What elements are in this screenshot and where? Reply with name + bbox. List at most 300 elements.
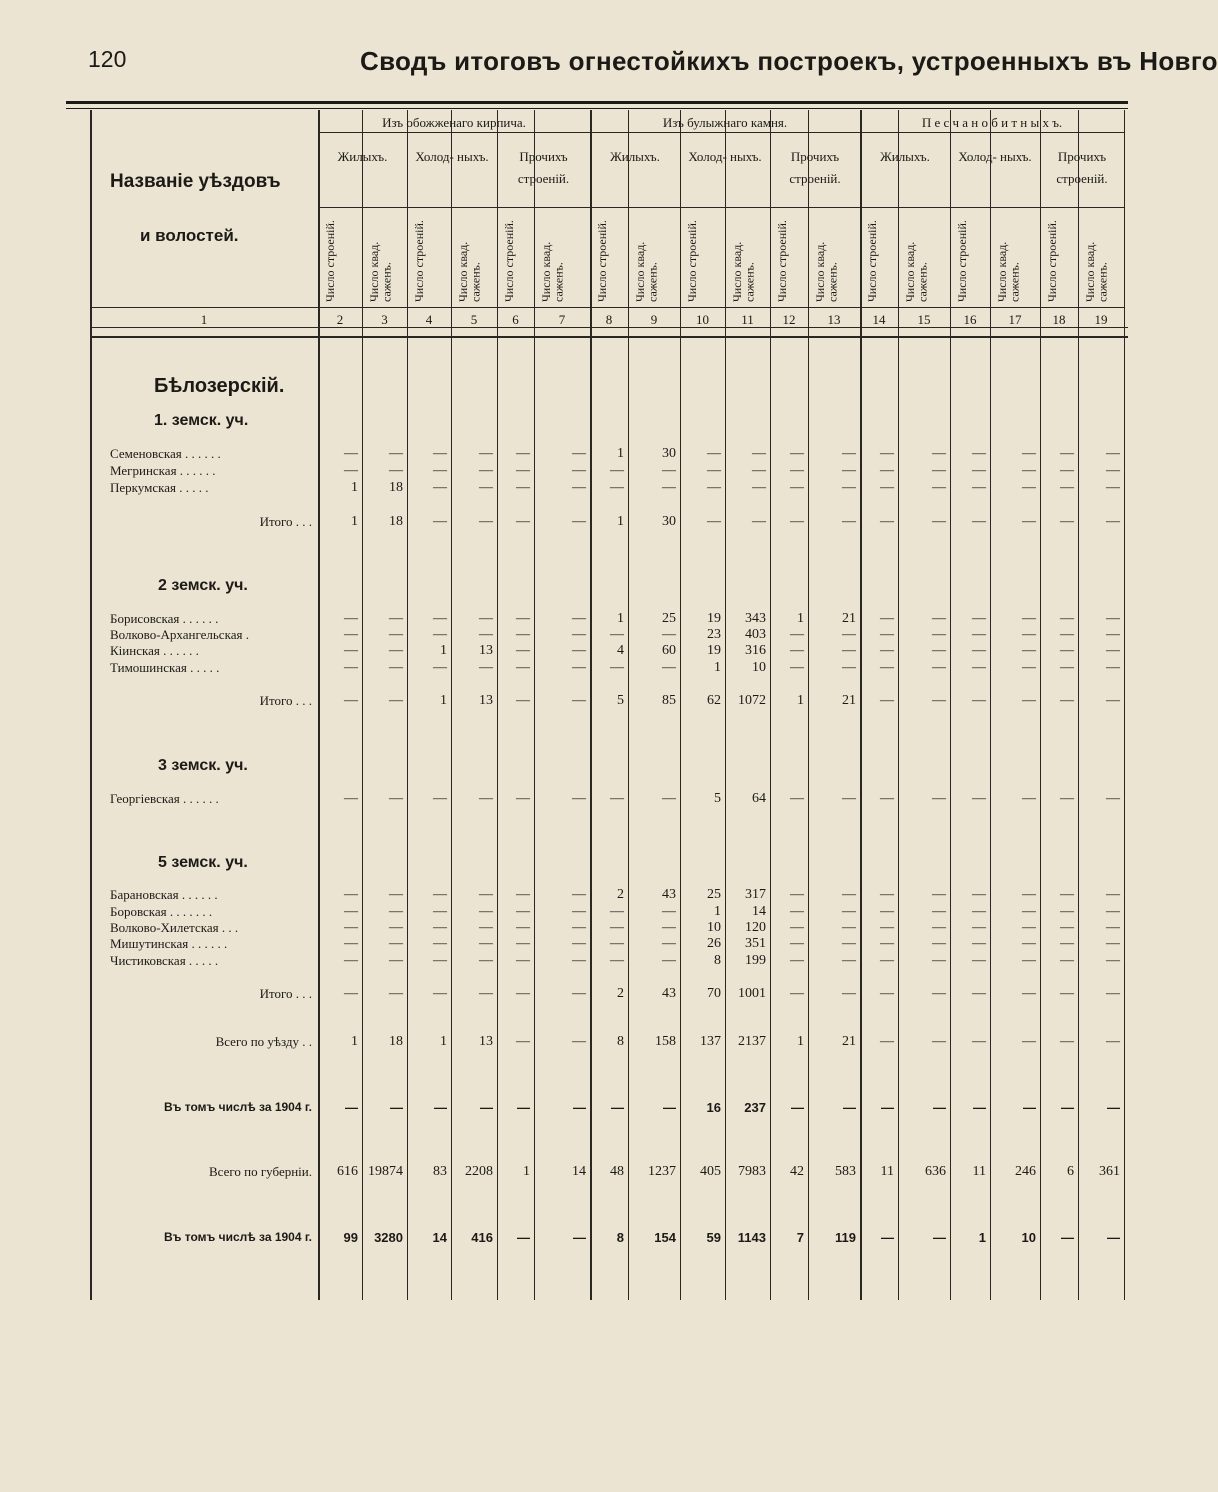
table-cell: — — [752, 514, 766, 529]
table-cell: 14 — [752, 904, 766, 919]
column-number: 6 — [512, 312, 519, 327]
column-subheader: Число строеній. — [412, 220, 426, 302]
table-cell: — — [1106, 463, 1120, 478]
table-cell: 158 — [655, 1034, 676, 1049]
table-cell: — — [389, 446, 403, 461]
table-cell: — — [344, 936, 358, 951]
table-cell: — — [516, 986, 530, 1001]
table-cell: — — [344, 463, 358, 478]
table-cell: — — [1060, 693, 1074, 708]
table-cell: — — [517, 1100, 530, 1115]
row-name: Кіинская . . . . . . — [110, 643, 199, 658]
column-subheader: Число строеній. — [775, 220, 789, 302]
table-cell: — — [516, 446, 530, 461]
table-cell: — — [389, 904, 403, 919]
table-cell: — — [662, 791, 676, 806]
table-cell: 403 — [745, 627, 766, 642]
table-cell: — — [842, 514, 856, 529]
column-number: 4 — [425, 312, 433, 327]
column-number: 11 — [741, 312, 754, 327]
table-cell: — — [344, 791, 358, 806]
table-cell: — — [880, 480, 894, 495]
table-cell: — — [1106, 936, 1120, 951]
table-cell: — — [434, 1100, 447, 1115]
table-cell: — — [881, 1100, 894, 1115]
column-number: 10 — [696, 312, 709, 327]
table-cell: — — [1022, 920, 1036, 935]
table-cell: 70 — [707, 986, 721, 1001]
table-cell: — — [433, 986, 447, 1001]
table-cell: — — [389, 627, 403, 642]
table-cell: — — [433, 446, 447, 461]
table-cell: — — [880, 887, 894, 902]
table-cell: — — [932, 986, 946, 1001]
table-cell: — — [433, 887, 447, 902]
table-cell: 43 — [662, 986, 676, 1001]
table-cell: — — [516, 887, 530, 902]
table-cell: — — [972, 660, 986, 675]
table-cell: — — [572, 611, 586, 626]
row-name: Боровская . . . . . . . — [110, 904, 213, 919]
table-cell: — — [1106, 514, 1120, 529]
table-cell: 8 — [617, 1034, 624, 1049]
table-cell: — — [479, 986, 493, 1001]
table-cell: 1 — [351, 480, 358, 495]
table-cell: — — [479, 611, 493, 626]
table-cell: — — [932, 887, 946, 902]
column-subheader: Число квад. саженъ. — [903, 241, 930, 302]
table-cell: 25 — [707, 887, 721, 902]
table-cell: — — [972, 904, 986, 919]
column-subheader: Число квад. саженъ. — [995, 241, 1022, 302]
table-cell: — — [932, 643, 946, 658]
table-cell: 351 — [745, 936, 766, 951]
table-cell: — — [1022, 791, 1036, 806]
table-cell: — — [932, 627, 946, 642]
table-cell: — — [1060, 1034, 1074, 1049]
table-cell: 25 — [662, 611, 676, 626]
row-name: Мегринская . . . . . . — [110, 463, 216, 478]
table-cell: 1 — [523, 1164, 530, 1179]
table-cell: — — [842, 480, 856, 495]
table-cell: — — [572, 480, 586, 495]
column-number: 12 — [782, 312, 796, 327]
table-cell: — — [880, 1034, 894, 1049]
table-cell: 137 — [700, 1034, 721, 1049]
table-cell: — — [880, 693, 894, 708]
table-cell: — — [791, 1100, 804, 1115]
table-cell: — — [389, 660, 403, 675]
table-cell: — — [479, 953, 493, 968]
table-cell: — — [842, 920, 856, 935]
table-cell: — — [516, 611, 530, 626]
table-cell: 83 — [433, 1164, 447, 1179]
table-cell: 1 — [617, 611, 624, 626]
row-name: Волково-Архангельская . — [110, 627, 249, 642]
table-cell: — — [610, 791, 624, 806]
column-subheader: Число строеній. — [865, 220, 879, 302]
table-cell: — — [344, 611, 358, 626]
table-cell: 59 — [706, 1230, 721, 1245]
table-cell: — — [972, 791, 986, 806]
table-cell: — — [1022, 660, 1036, 675]
table-cell: — — [345, 1100, 358, 1115]
table-cell: — — [610, 660, 624, 675]
subgroup-header: Прочихъ строеній. — [517, 149, 570, 187]
section-title: 5 земск. уч. — [158, 854, 248, 871]
table-cell: — — [880, 627, 894, 642]
table-cell: — — [790, 514, 804, 529]
table-cell: — — [1022, 463, 1036, 478]
table-cell: — — [479, 480, 493, 495]
table-cell: — — [344, 953, 358, 968]
table-cell: — — [516, 643, 530, 658]
table-cell: — — [1022, 936, 1036, 951]
column-number: 2 — [336, 312, 344, 327]
table-cell: — — [932, 514, 946, 529]
table-cell: — — [479, 887, 493, 902]
total-label: Итого . . . — [259, 986, 312, 1001]
table-cell: — — [707, 514, 721, 529]
page-title: Сводъ итоговъ огнестойкихъ построекъ, устроенныхъ въ Новго — [360, 46, 1218, 76]
table-cell: — — [1060, 627, 1074, 642]
table-cell: — — [1022, 986, 1036, 1001]
table-cell: — — [707, 480, 721, 495]
table-cell: 246 — [1015, 1164, 1036, 1179]
table-cell: — — [842, 887, 856, 902]
subgroup-header: Жилыхъ. — [337, 149, 388, 164]
table-cell: — — [479, 660, 493, 675]
table-cell: — — [516, 480, 530, 495]
table-cell: — — [610, 920, 624, 935]
table-cell: — — [433, 936, 447, 951]
table-cell: — — [1022, 480, 1036, 495]
table-cell: 1 — [440, 643, 447, 658]
table-cell: — — [344, 446, 358, 461]
table-cell: 10 — [1021, 1230, 1036, 1245]
table-cell: — — [842, 953, 856, 968]
table-cell: — — [972, 480, 986, 495]
table-cell: — — [842, 791, 856, 806]
table-cell: — — [1060, 986, 1074, 1001]
table-cell: — — [516, 514, 530, 529]
table-cell: 21 — [842, 611, 856, 626]
column-number: 14 — [872, 312, 886, 327]
table-cell: — — [1022, 514, 1036, 529]
table-cell: 616 — [337, 1164, 358, 1179]
table-cell: — — [932, 463, 946, 478]
table-cell: — — [842, 904, 856, 919]
table-cell: — — [1060, 887, 1074, 902]
table-cell: — — [344, 660, 358, 675]
row-name: Барановская . . . . . . — [110, 887, 218, 902]
table-cell: — — [516, 627, 530, 642]
table-cell: — — [390, 1100, 403, 1115]
row-name: Мишутинская . . . . . . — [110, 936, 228, 951]
table-cell: — — [790, 480, 804, 495]
column-number: 8 — [605, 312, 613, 327]
table-cell: — — [790, 660, 804, 675]
page-number: 120 — [88, 46, 127, 72]
table-cell: 2208 — [465, 1164, 493, 1179]
table-cell: 1237 — [648, 1164, 676, 1179]
table-cell: 13 — [479, 693, 493, 708]
table-cell: — — [389, 791, 403, 806]
table-cell: — — [1022, 693, 1036, 708]
table-cell: 1 — [797, 1034, 804, 1049]
table-cell: — — [1060, 446, 1074, 461]
table-cell: 119 — [835, 1230, 856, 1245]
table-cell: — — [433, 463, 447, 478]
table-cell: — — [389, 693, 403, 708]
name-header-2: и волостей. — [140, 226, 239, 245]
table-cell: — — [662, 480, 676, 495]
table-cell: — — [932, 1034, 946, 1049]
table-cell: — — [1060, 643, 1074, 658]
table-cell: — — [1061, 1100, 1074, 1115]
summary-label: Въ томъ числѣ за 1904 г. — [164, 1230, 312, 1244]
table-cell: — — [1060, 920, 1074, 935]
table-cell: — — [479, 904, 493, 919]
table-cell: — — [573, 1100, 586, 1115]
table-cell: 16 — [706, 1100, 721, 1115]
table-cell: — — [1023, 1100, 1036, 1115]
table-cell: — — [842, 627, 856, 642]
table-cell: 62 — [707, 693, 721, 708]
table-cell: — — [972, 611, 986, 626]
table-cell: 14 — [432, 1230, 447, 1245]
table-cell: — — [790, 904, 804, 919]
table-cell: — — [932, 920, 946, 935]
table-cell: — — [516, 904, 530, 919]
table-cell: — — [752, 446, 766, 461]
summary-label: Всего по уѣзду . . — [215, 1034, 312, 1049]
table-cell: — — [1060, 791, 1074, 806]
table-cell: — — [1106, 693, 1120, 708]
table-cell: 6 — [1067, 1164, 1074, 1179]
table-cell: — — [611, 1100, 624, 1115]
table-cell: — — [572, 887, 586, 902]
table-cell: — — [433, 611, 447, 626]
summary-label: Въ томъ числѣ за 1904 г. — [164, 1100, 312, 1114]
table-cell: — — [572, 514, 586, 529]
column-number: 16 — [963, 312, 977, 327]
district-title: Бѣлозерскій. — [154, 375, 285, 397]
table-cell: — — [572, 936, 586, 951]
table-cell: — — [389, 936, 403, 951]
table-cell: — — [433, 920, 447, 935]
table-cell: — — [1060, 904, 1074, 919]
row-name: Семеновская . . . . . . — [110, 446, 221, 461]
table-cell: — — [1107, 1100, 1120, 1115]
table-cell: 343 — [745, 611, 766, 626]
table-cell: 48 — [610, 1164, 624, 1179]
table-cell: — — [790, 920, 804, 935]
table-cell: — — [1022, 953, 1036, 968]
table-cell: — — [572, 1034, 586, 1049]
subgroup-header: Холод- ныхъ. — [415, 149, 489, 164]
table-cell: 405 — [700, 1164, 721, 1179]
table-cell: — — [707, 446, 721, 461]
table-cell: — — [790, 953, 804, 968]
table-cell: — — [572, 904, 586, 919]
table-cell: — — [1106, 446, 1120, 461]
table-cell: 18 — [389, 1034, 403, 1049]
table-cell: — — [972, 446, 986, 461]
column-number: 15 — [917, 312, 931, 327]
table-cell: 99 — [343, 1230, 358, 1245]
table-cell: 1001 — [738, 986, 766, 1001]
table-cell: — — [880, 986, 894, 1001]
table-cell: — — [842, 660, 856, 675]
table-cell: — — [790, 986, 804, 1001]
table-cell: — — [662, 904, 676, 919]
column-number: 3 — [381, 312, 388, 327]
table-cell: — — [881, 1230, 894, 1245]
table-cell: — — [479, 463, 493, 478]
column-number: 9 — [650, 312, 658, 327]
column-subheader: Число строеній. — [1045, 220, 1059, 302]
subgroup-header: Прочихъ строеній. — [789, 149, 841, 187]
table-cell: — — [572, 986, 586, 1001]
table-cell: 1 — [351, 514, 358, 529]
column-subheader: Число квад. саженъ. — [456, 241, 483, 302]
column-subheader: Число квад. саженъ. — [730, 241, 757, 302]
table-cell: — — [932, 791, 946, 806]
table-cell: 1143 — [737, 1230, 766, 1245]
table-cell: — — [1106, 986, 1120, 1001]
table-cell: — — [842, 643, 856, 658]
row-name: Борисовская . . . . . . — [110, 611, 219, 626]
table-cell: 237 — [744, 1100, 766, 1115]
table-cell: — — [972, 986, 986, 1001]
table-cell: 19874 — [368, 1164, 403, 1179]
table-cell: — — [880, 791, 894, 806]
table-cell: — — [344, 693, 358, 708]
table-cell: — — [790, 627, 804, 642]
table-cell: — — [1022, 1034, 1036, 1049]
total-label: Итого . . . — [259, 514, 312, 529]
column-number: 7 — [558, 312, 566, 327]
table-cell: 5 — [617, 693, 624, 708]
column-number: 18 — [1052, 312, 1066, 327]
table-cell: — — [880, 446, 894, 461]
table-cell: 199 — [745, 953, 766, 968]
table-cell: — — [572, 660, 586, 675]
table-cell: — — [1060, 463, 1074, 478]
name-header: Названіе уѣздовъ — [110, 171, 281, 192]
table-cell: — — [880, 514, 894, 529]
header-rule — [90, 327, 1128, 328]
table-cell: — — [880, 611, 894, 626]
table-cell: 21 — [842, 693, 856, 708]
table-cell: — — [842, 986, 856, 1001]
header-rule — [318, 207, 1124, 208]
table-cell: 1 — [714, 660, 721, 675]
row-name: Волково-Хилетская . . . — [110, 920, 239, 935]
table-cell: — — [1106, 480, 1120, 495]
table-cell: 11 — [880, 1164, 894, 1179]
table-cell: 8 — [616, 1230, 624, 1245]
table-cell: 636 — [925, 1164, 946, 1179]
table-cell: 85 — [662, 693, 676, 708]
table-cell: — — [880, 920, 894, 935]
header-rule-thick — [90, 336, 1128, 338]
table-cell: 14 — [572, 1164, 586, 1179]
table-cell: — — [662, 920, 676, 935]
column-divider — [1124, 110, 1125, 1300]
table-cell: — — [389, 643, 403, 658]
table-cell: — — [842, 446, 856, 461]
table-cell: — — [516, 463, 530, 478]
table-cell: — — [572, 446, 586, 461]
table-cell: — — [610, 953, 624, 968]
section-title: 3 земск. уч. — [158, 757, 248, 774]
subgroup-header: Жилыхъ. — [880, 149, 930, 164]
table-cell: — — [1060, 953, 1074, 968]
table-cell: — — [880, 936, 894, 951]
table-cell: 2 — [617, 986, 624, 1001]
table-cell: — — [752, 480, 766, 495]
table-cell: — — [662, 660, 676, 675]
table-cell: — — [662, 936, 676, 951]
section-title: 2 земск. уч. — [158, 577, 248, 594]
table-cell: — — [663, 1100, 676, 1115]
table-cell: — — [433, 514, 447, 529]
column-number: 5 — [470, 312, 478, 327]
table-cell: — — [516, 693, 530, 708]
table-cell: 120 — [745, 920, 766, 935]
table-cell: 1 — [714, 904, 721, 919]
row-name: Тимошинская . . . . . — [110, 660, 220, 675]
table-cell: — — [932, 904, 946, 919]
table-cell: 1072 — [738, 693, 766, 708]
table-cell: — — [1106, 887, 1120, 902]
table-cell: 26 — [707, 936, 721, 951]
table-cell: 7983 — [738, 1164, 766, 1179]
table-cell: — — [389, 611, 403, 626]
table-cell: — — [479, 920, 493, 935]
group-header: П е с ч а н о б и т н ы х ъ. — [921, 115, 1063, 130]
table-cell: — — [932, 611, 946, 626]
row-name: Георгіевская . . . . . . — [110, 791, 219, 806]
table-cell: 11 — [972, 1164, 986, 1179]
table-cell: — — [932, 660, 946, 675]
table-cell: — — [932, 693, 946, 708]
table-cell: — — [610, 463, 624, 478]
table-cell: — — [572, 627, 586, 642]
table-cell: — — [880, 904, 894, 919]
table-cell: — — [610, 904, 624, 919]
table-cell: 1 — [440, 693, 447, 708]
table-cell: — — [572, 693, 586, 708]
table-cell: 316 — [745, 643, 766, 658]
table-cell: — — [572, 643, 586, 658]
table-cell: 1 — [797, 693, 804, 708]
table-cell: — — [1106, 904, 1120, 919]
table-cell: — — [344, 904, 358, 919]
table-cell: 8 — [714, 953, 721, 968]
table-cell: — — [933, 1230, 946, 1245]
row-name: Чистиковская . . . . . — [110, 953, 219, 968]
table-cell: — — [479, 446, 493, 461]
table-cell: — — [516, 791, 530, 806]
column-number: 17 — [1008, 312, 1022, 327]
table-cell: — — [1106, 791, 1120, 806]
table-cell: 361 — [1099, 1164, 1120, 1179]
column-subheader: Число строеній. — [502, 220, 516, 302]
table-cell: — — [842, 463, 856, 478]
